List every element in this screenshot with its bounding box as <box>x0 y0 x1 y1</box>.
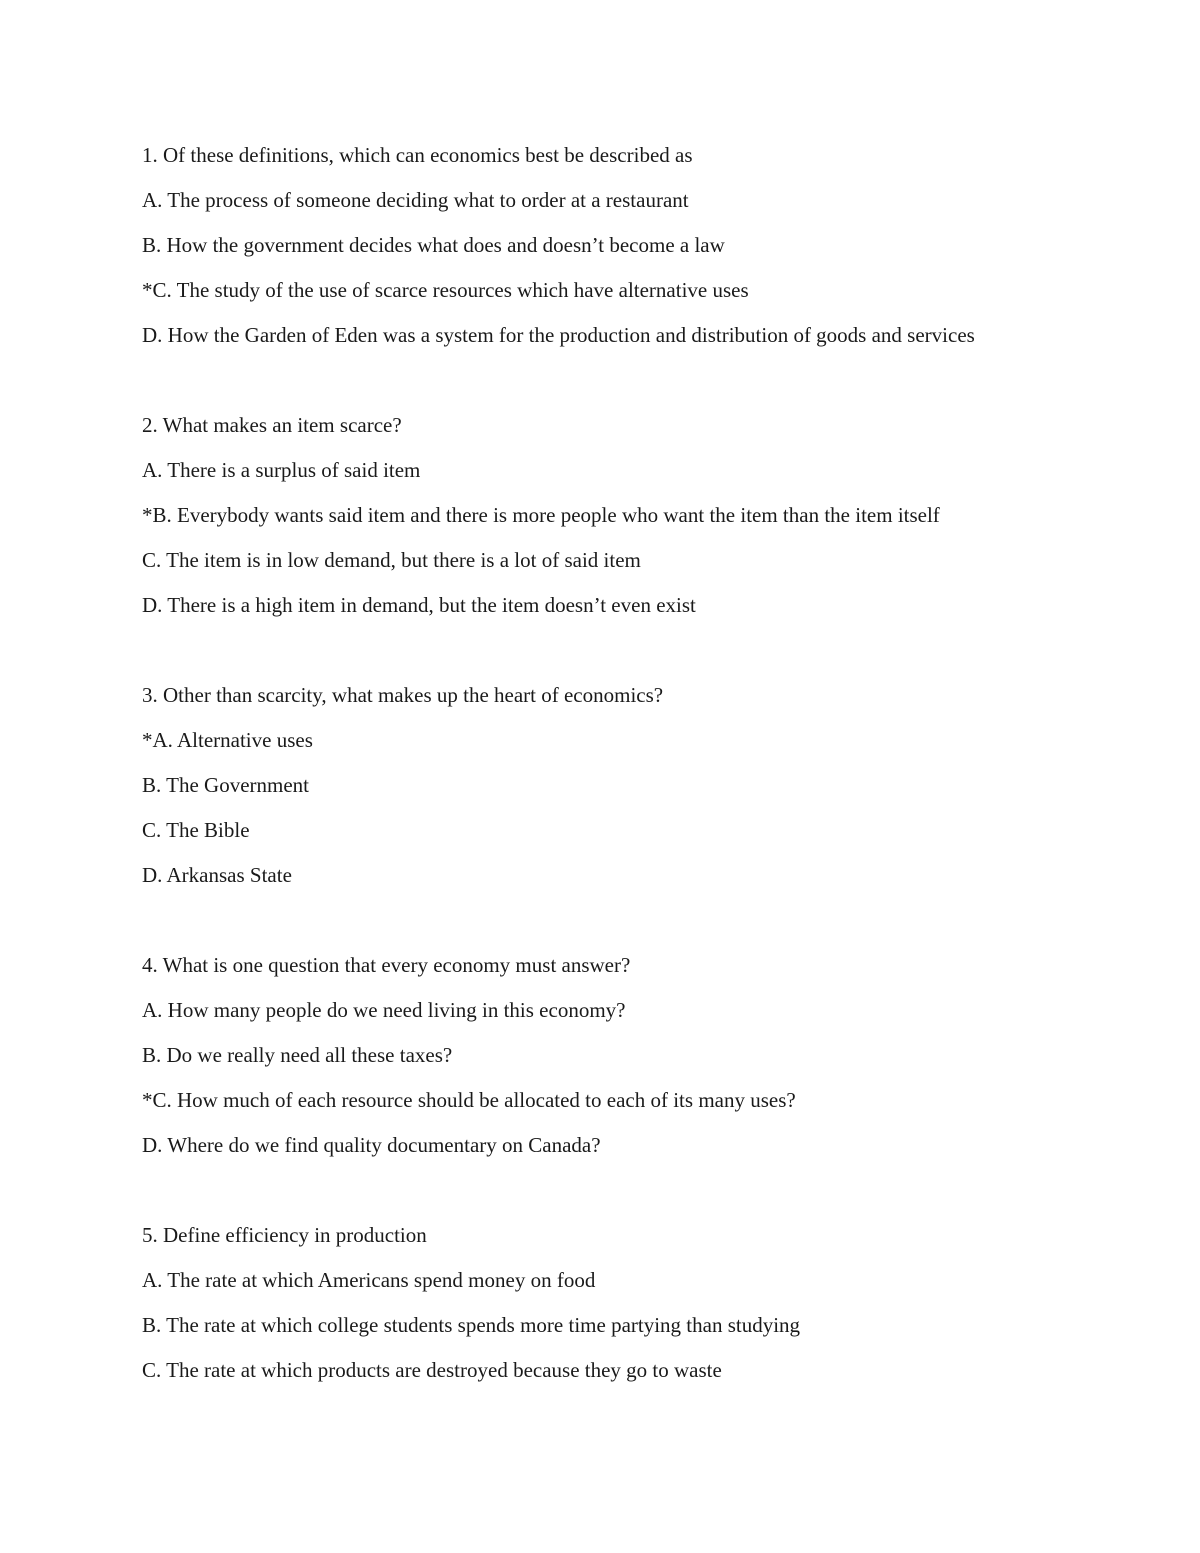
question-spacer <box>142 619 1062 681</box>
answer-option-correct: *C. How much of each resource should be allocated to each of its many uses? <box>142 1088 796 1112</box>
answer-option: A. The process of someone deciding what to order at a restaurant <box>142 188 689 212</box>
answer-option: D. Arkansas State <box>142 863 292 887</box>
question-5 <box>142 1221 1062 1384</box>
question-4 <box>142 951 1062 1159</box>
answer-option-correct: *C. The study of the use of scarce resources which have alternative uses <box>142 278 749 302</box>
answer-option: B. The Government <box>142 773 309 797</box>
answer-option: D. How the Garden of Eden was a system for the production and distribution of goods and services <box>142 323 975 347</box>
question-spacer <box>142 1159 1062 1221</box>
question-prompt: 2. What makes an item scarce? <box>142 413 402 437</box>
answer-option: A. The rate at which Americans spend money on food <box>142 1268 596 1292</box>
question-3 <box>142 681 1062 889</box>
question-prompt: 3. Other than scarcity, what makes up the heart of economics? <box>142 683 664 707</box>
question-prompt: 5. Define efficiency in production <box>142 1223 427 1247</box>
question-2 <box>142 411 1062 619</box>
answer-option: C. The Bible <box>142 818 250 842</box>
question-1 <box>142 141 1062 349</box>
answer-option: B. The rate at which college students spends more time partying than studying <box>142 1313 801 1337</box>
question-prompt: 4. What is one question that every economy must answer? <box>142 953 631 977</box>
question-spacer <box>142 889 1062 951</box>
answer-option: B. How the government decides what does and doesn’t become a law <box>142 233 725 257</box>
answer-option-correct: *A. Alternative uses <box>142 728 313 752</box>
answer-option: D. Where do we find quality documentary on Canada? <box>142 1133 601 1157</box>
answer-option: A. How many people do we need living in this economy? <box>142 998 626 1022</box>
answer-option: C. The rate at which products are destroyed because they go to waste <box>142 1358 722 1382</box>
answer-option: D. There is a high item in demand, but the item doesn’t even exist <box>142 593 696 617</box>
question-spacer <box>142 349 1062 411</box>
question-prompt: 1. Of these definitions, which can economics best be described as <box>142 143 693 167</box>
answer-option: B. Do we really need all these taxes? <box>142 1043 453 1067</box>
answer-option: A. There is a surplus of said item <box>142 458 421 482</box>
answer-option: C. The item is in low demand, but there is a lot of said item <box>142 548 641 572</box>
document-page <box>142 141 1062 1384</box>
answer-option-correct: *B. Everybody wants said item and there is more people who want the item than the item itself <box>142 503 940 527</box>
